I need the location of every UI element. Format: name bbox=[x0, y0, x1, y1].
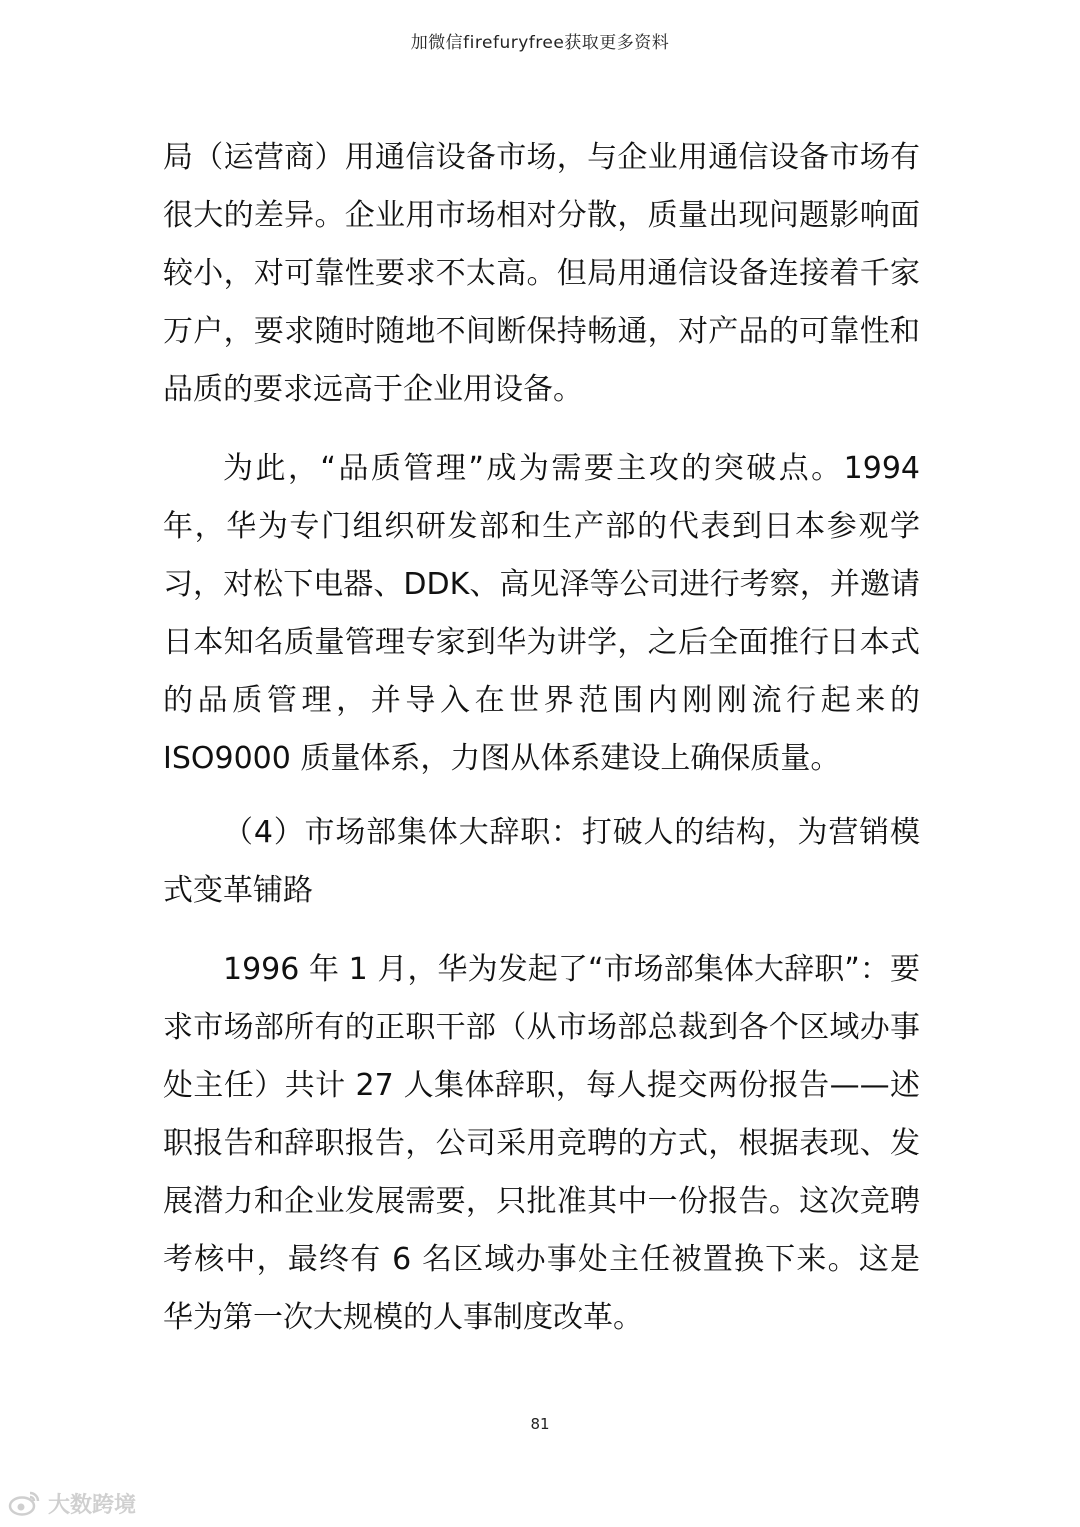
page-header: 加微信firefuryfree获取更多资料 bbox=[410, 33, 670, 53]
paragraph-2: 为此，“品质管理”成为需要主攻的突破点。1994 年，华为专门组织研发部和生产部的代表到日本参观学习，对松下电器、DDK、高见泽等公司进行考察，并邀请日本知名质量管理专家到华为讲学，之后全面推行日本式的品质管理，并导入在世界范围内刚刚流行起来的 ISO9000 质量体系，力图从体系建设上确保质量。 bbox=[163, 451, 920, 776]
section-heading: （4）市场部集体大辞职：打破人的结构，为营销模式变革铺路 bbox=[163, 815, 920, 908]
paragraph-3: 1996 年 1 月，华为发起了“市场部集体大辞职”：要求市场部所有的正职干部（从市场部总裁到各个区域办事处主任）共计 27 人集体辞职，每人提交两份报告——述职报告和辞职报告，公司采用竞聘的方式，根据表现、发展潜力和企业发展需要，只批准其中一份报告。这次竞聘考核中，最终有 6 名区域办事处主任被置换下来。这是华为第一次大规模的人事制度改革。 bbox=[163, 952, 920, 1335]
watermark bbox=[8, 1487, 136, 1519]
watermark-text: 大数跨境 bbox=[48, 1492, 137, 1518]
weibo-style-logo-icon bbox=[8, 1489, 42, 1517]
paragraph-1: 局（运营商）用通信设备市场，与企业用通信设备市场有很大的差异。企业用市场相对分散，质量出现问题影响面较小，对可靠性要求不太高。但局用通信设备连接着千家万户，要求随时随地不间断保持畅通，对产品的可靠性和品质的要求远高于企业用设备。 bbox=[163, 140, 920, 407]
page-number: 81 bbox=[530, 1415, 550, 1433]
